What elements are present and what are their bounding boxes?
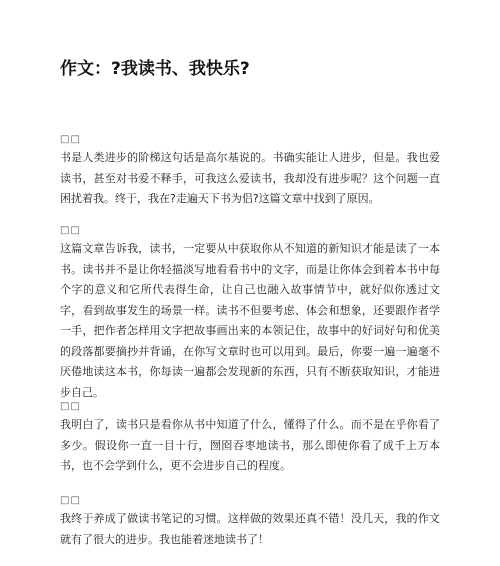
section-paragraph: 这篇文章告诉我，读书，一定要从中获取你从不知道的新知识才能是读了一本书。读书并不是让你轻描淡写地看看书中的文字，而是让你体会到着本书中每个字的意义和它所代表得生命，让自己也融入故事情节中，就好似你透过文字，看到故事发生的场景一样。读书不但要考虑、体会和想象，还要跟作者学一手，把作者怎样用文字把故事画出来的本领记住，故事中的好词好句和优美的段落都要摘抄并背诵，在你写文章时也可以用到。最后，你要一遍一遍毫不厌倦地读这本书，你每读一遍都会发现新的东西，只有不断获取知识，才能进步自己。: [60, 242, 440, 399]
article-section: [60, 225, 440, 403]
article-section: [60, 495, 440, 550]
section-marker: □□: [60, 401, 81, 412]
section-marker: □□: [60, 134, 81, 145]
section-paragraph: 我明白了，读书只是看你从书中知道了什么，懂得了什么。而不是在乎你看了多少。假设你一直一目十行，囫囵吞枣地读书，那么即使你看了成千上万本书，也不会学到什么，更不会进步自己的程度。: [60, 418, 440, 472]
page-title: 作文：?我读书、我快乐?: [60, 59, 250, 79]
article-section: [60, 134, 440, 210]
section-marker: □□: [60, 495, 81, 506]
section-paragraph: 书是人类进步的阶梯这句话是高尔基说的。书确实能让人进步，但是。我也爱读书，甚至对书爱不释手，可我这么爱读书，我却没有进步呢？这个问题一直困扰着我。终于，我在?走遍天下书为侣?这篇文章中找到了原因。: [60, 151, 440, 205]
section-paragraph: 我终于养成了做读书笔记的习惯。这样做的效果还真不错！没几天，我的作文就有了很大的进步。我也能着迷地读书了！: [60, 512, 440, 546]
section-marker: □□: [60, 225, 81, 236]
article-section: [60, 401, 440, 477]
